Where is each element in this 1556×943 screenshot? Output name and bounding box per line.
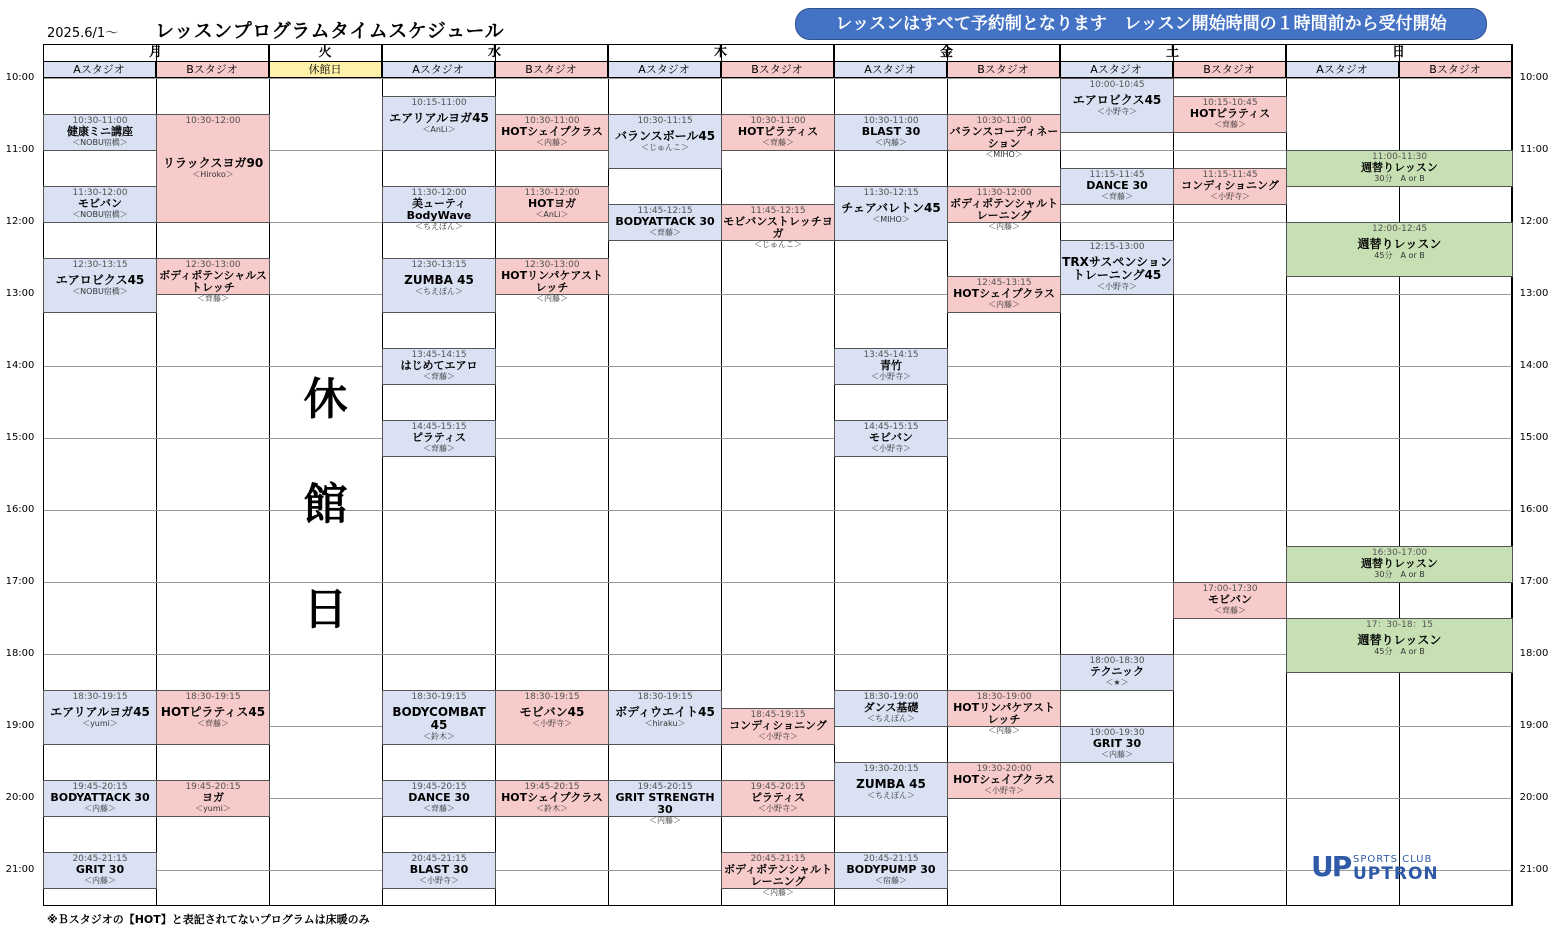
lesson-block[interactable]: [1286, 150, 1513, 187]
lesson-block[interactable]: [43, 690, 157, 745]
lesson-name: DANCE 30: [1086, 179, 1148, 192]
lesson-time: 10:30-11:00: [863, 116, 919, 126]
lesson-block[interactable]: [834, 690, 948, 727]
lesson-name: テクニック: [1090, 665, 1144, 678]
lesson-instructor: ＜小野寺＞: [758, 804, 798, 813]
lesson-name: 美ューティBodyWave: [406, 197, 472, 222]
lesson-time: 10:30-11:00: [524, 116, 580, 126]
lesson-time: 10:30-11:00: [976, 116, 1032, 126]
lesson-name: バランスコーディネーション: [949, 125, 1059, 150]
time-label-left: 13:00: [5, 288, 35, 299]
lesson-name: TRXサスペンショントレーニング45: [1062, 255, 1172, 282]
lesson-time: 19:30-20:15: [863, 764, 919, 774]
lesson-name: はじめてエアロ: [400, 359, 478, 372]
time-label-right: 11:00: [1519, 144, 1549, 155]
lesson-block[interactable]: [43, 258, 157, 313]
lesson-instructor: ＜ちえぽん＞: [867, 714, 915, 723]
lesson-block[interactable]: [495, 114, 609, 151]
lesson-block[interactable]: [1060, 168, 1174, 205]
lesson-block[interactable]: [608, 690, 722, 745]
lesson-name: ヨガ: [202, 791, 224, 804]
lesson-time: 19:00-19:30: [1089, 728, 1145, 738]
lesson-instructor: ＜齊藤＞: [762, 138, 794, 147]
lesson-instructor: ＜ちえぽん＞: [415, 222, 463, 231]
lesson-instructor: ＜Hiroko＞: [192, 170, 234, 179]
lesson-time: 10:00-10:45: [1089, 80, 1145, 90]
lesson-instructor: ＜内藤＞: [875, 138, 907, 147]
lesson-block[interactable]: [834, 186, 948, 241]
lesson-block[interactable]: [947, 276, 1061, 313]
time-label-right: 18:00: [1519, 648, 1549, 659]
lesson-name: BODYATTACK 30: [50, 791, 150, 804]
lesson-name: リラックスヨガ90: [162, 156, 264, 170]
lesson-time: 19:45-20:15: [637, 782, 693, 792]
lesson-time: 19:45-20:15: [524, 782, 580, 792]
day-header: 金: [834, 44, 1060, 62]
closed-day-char: 日: [303, 584, 348, 635]
time-label-left: 20:00: [5, 792, 35, 803]
lesson-instructor: ＜内藤＞: [762, 888, 794, 897]
lesson-instructor: ＜内藤＞: [988, 300, 1020, 309]
logo-line1: SPORTS CLUB: [1353, 854, 1433, 865]
lesson-time: 18:30-19:15: [411, 692, 467, 702]
lesson-time: 19:30-20:00: [976, 764, 1032, 774]
lesson-block[interactable]: [382, 186, 496, 231]
time-label-right: 16:00: [1519, 504, 1549, 515]
day-header: 火: [269, 44, 382, 62]
lesson-block[interactable]: [947, 762, 1061, 799]
lesson-instructor: ＜★＞: [1105, 678, 1129, 687]
lesson-instructor: ＜小野寺＞: [758, 732, 798, 741]
lesson-block[interactable]: [382, 780, 496, 817]
lesson-block[interactable]: [834, 114, 948, 151]
day-header: 木: [608, 44, 834, 62]
lesson-instructor: ＜齊藤＞: [649, 228, 681, 237]
lesson-block[interactable]: [1173, 96, 1287, 133]
lesson-block[interactable]: [495, 690, 609, 745]
lesson-instructor: ＜じゅんこ＞: [754, 240, 802, 249]
lesson-block[interactable]: [608, 114, 722, 169]
lesson-time: 20:45-21:15: [863, 854, 919, 864]
time-label-right: 19:00: [1519, 720, 1549, 731]
lesson-time: 18:30-19:15: [185, 692, 241, 702]
lesson-instructor: ＜NOBU宿橋＞: [72, 287, 128, 296]
lesson-time: 11:15-11:45: [1089, 170, 1145, 180]
time-label-right: 10:00: [1519, 72, 1549, 83]
lesson-instructor: ＜MIHO＞: [872, 215, 910, 224]
time-label-right: 15:00: [1519, 432, 1549, 443]
lesson-name: モビバン: [1208, 593, 1252, 606]
time-label-left: 12:00: [5, 216, 35, 227]
lesson-block[interactable]: [495, 780, 609, 817]
lesson-name: モビバン: [78, 197, 122, 210]
lesson-block[interactable]: [43, 780, 157, 817]
time-label-right: 13:00: [1519, 288, 1549, 299]
lesson-time: 18:00-18:30: [1089, 656, 1145, 666]
lesson-name: BLAST 30: [861, 125, 921, 138]
lesson-block[interactable]: [156, 114, 270, 223]
lesson-instructor: 30分 A or B: [1374, 570, 1425, 579]
time-label-left: 18:00: [5, 648, 35, 659]
schedule-date: 2025.6/1～: [47, 26, 119, 41]
lesson-name: モビバンストレッチヨガ: [723, 215, 833, 240]
lesson-time: 14:45-15:15: [863, 422, 919, 432]
lesson-instructor: 30分 A or B: [1374, 174, 1425, 183]
lesson-block[interactable]: [156, 258, 270, 303]
time-label-left: 14:00: [5, 360, 35, 371]
studio-header: Bスタジオ: [1173, 62, 1286, 78]
lesson-time: 18:30-19:15: [72, 692, 128, 702]
lesson-block[interactable]: [947, 690, 1061, 735]
lesson-block[interactable]: [721, 852, 835, 897]
lesson-time: 11:30-12:15: [863, 188, 919, 198]
lesson-block[interactable]: [834, 852, 948, 889]
lesson-instructor: ＜内藤＞: [84, 804, 116, 813]
lesson-name: HOTシェイプクラス: [501, 125, 603, 138]
lesson-name: BODYCOMBAT 45: [392, 705, 486, 732]
studio-header: Aスタジオ: [608, 62, 721, 78]
lesson-time: 10:15-11:00: [411, 98, 467, 108]
lesson-instructor: ＜yumi＞: [82, 719, 118, 728]
lesson-time: 13:45-14:15: [863, 350, 919, 360]
day-header: 土: [1060, 44, 1286, 62]
time-label-left: 15:00: [5, 432, 35, 443]
schedule-title: レッスンプログラムタイムスケジュール: [155, 20, 505, 42]
time-label-right: 21:00: [1519, 864, 1549, 875]
lesson-time: 12:30-13:15: [72, 260, 128, 270]
lesson-name: ボディポテンシャルストレッチ: [159, 269, 267, 294]
lesson-time: 20:45-21:15: [750, 854, 806, 864]
lesson-block[interactable]: [1286, 546, 1513, 583]
lesson-time: 11:45-12:15: [637, 206, 693, 216]
lesson-instructor: ＜齊藤＞: [1101, 192, 1133, 201]
lesson-name: ボディウエイト45: [615, 705, 715, 719]
lesson-name: ダンス基礎: [863, 701, 919, 714]
studio-header: Aスタジオ: [1286, 62, 1399, 78]
lesson-instructor: ＜鈴木＞: [423, 732, 455, 741]
lesson-name: HOTヨガ: [527, 197, 577, 210]
lesson-instructor: 45分 A or B: [1374, 647, 1425, 656]
lesson-block[interactable]: [1060, 726, 1174, 763]
lesson-instructor: ＜内藤＞: [988, 222, 1020, 231]
lesson-name: ボディポテンシャルトレーニング: [723, 863, 833, 888]
lesson-instructor: ＜齊藤＞: [197, 294, 229, 303]
lesson-time: 10:30-11:00: [750, 116, 806, 126]
lesson-block[interactable]: [382, 420, 496, 457]
lesson-block[interactable]: [1060, 240, 1174, 295]
lesson-time: 11:15-11:45: [1202, 170, 1258, 180]
studio-header: Bスタジオ: [721, 62, 834, 78]
lesson-time: 11:30-12:00: [524, 188, 580, 198]
lesson-name: モビバン: [869, 431, 913, 444]
lesson-name: BODYPUMP 30: [846, 863, 936, 876]
lesson-block[interactable]: [156, 780, 270, 817]
lesson-instructor: ＜NOBU宿橋＞: [72, 210, 128, 219]
lesson-instructor: ＜小野寺＞: [1097, 282, 1137, 291]
lesson-name: ピラティス: [750, 791, 806, 804]
lesson-instructor: ＜yumi＞: [195, 804, 231, 813]
lesson-time: 12:00-12:45: [1371, 224, 1428, 234]
lesson-instructor: ＜鈴木＞: [536, 804, 568, 813]
lesson-time: 18:30-19:00: [863, 692, 919, 702]
lesson-time: 20:45-21:15: [72, 854, 128, 864]
lesson-name: ピラティス: [411, 431, 467, 444]
lesson-block[interactable]: [1173, 168, 1287, 205]
lesson-instructor: ＜小野寺＞: [419, 876, 459, 885]
lesson-name: HOTピラティス: [737, 125, 819, 138]
studio-header: Aスタジオ: [43, 62, 156, 78]
schedule-grid: [5, 44, 1549, 906]
lesson-block[interactable]: [43, 114, 157, 151]
lesson-block[interactable]: [947, 114, 1061, 159]
lesson-instructor: ＜小野寺＞: [1097, 107, 1137, 116]
lesson-block[interactable]: [834, 420, 948, 457]
closed-day-char: 館: [303, 479, 348, 530]
reservation-banner: レッスンはすべて予約制となります レッスン開始時間の１時間前から受付開始: [795, 8, 1487, 40]
lesson-time: 10:30-11:15: [637, 116, 693, 126]
lesson-name: 青竹: [880, 359, 902, 372]
time-label-left: 10:00: [5, 72, 35, 83]
studio-header: Bスタジオ: [156, 62, 269, 78]
lesson-time: 12:30-13:00: [185, 260, 241, 270]
lesson-instructor: ＜AnLi＞: [535, 210, 569, 219]
lesson-name: 健康ミニ講座: [67, 125, 133, 138]
lesson-instructor: ＜NOBU宿橋＞: [72, 138, 128, 147]
studio-header: Bスタジオ: [1399, 62, 1512, 78]
lesson-name: HOTシェイプクラス: [953, 287, 1055, 300]
lesson-instructor: ＜ちえぽん＞: [415, 287, 463, 296]
lesson-name: バランスボール45: [614, 129, 716, 143]
logo-mark: UP: [1311, 850, 1351, 883]
lesson-time: 17：30-18：15: [1365, 620, 1434, 630]
lesson-name: エアリアルヨガ45: [50, 705, 150, 719]
lesson-time: 18:30-19:15: [524, 692, 580, 702]
lesson-instructor: ＜内藤＞: [84, 876, 116, 885]
lesson-time: 20:45-21:15: [411, 854, 467, 864]
lesson-name: コンディショニング: [1181, 179, 1279, 192]
lesson-name: GRIT 30: [75, 863, 125, 876]
time-label-right: 12:00: [1519, 216, 1549, 227]
lesson-instructor: ＜齊藤＞: [1214, 120, 1246, 129]
lesson-time: 12:45-13:15: [976, 278, 1032, 288]
lesson-name: 週替りレッスン: [1361, 161, 1438, 174]
lesson-instructor: ＜小野寺＞: [871, 444, 911, 453]
lesson-time: 12:30-13:15: [411, 260, 467, 270]
lesson-block[interactable]: [721, 780, 835, 817]
lesson-block[interactable]: [43, 852, 157, 889]
lesson-block[interactable]: [1173, 582, 1287, 619]
lesson-block[interactable]: [1286, 222, 1513, 277]
lesson-name: BLAST 30: [409, 863, 469, 876]
lesson-instructor: ＜齊藤＞: [1214, 606, 1246, 615]
lesson-instructor: ＜小野寺＞: [984, 786, 1024, 795]
day-header: 月: [43, 44, 269, 62]
lesson-time: 11:30-12:00: [976, 188, 1032, 198]
lesson-block[interactable]: [721, 204, 835, 249]
lesson-block[interactable]: [1060, 654, 1174, 691]
day-header: 水: [382, 44, 608, 62]
lesson-instructor: ＜齊藤＞: [423, 804, 455, 813]
lesson-time: 19:45-20:15: [185, 782, 241, 792]
lesson-time: 11:30-12:00: [411, 188, 467, 198]
lesson-time: 12:15-13:00: [1089, 242, 1145, 252]
studio-header: Aスタジオ: [1060, 62, 1173, 78]
lesson-block[interactable]: [721, 708, 835, 745]
lesson-instructor: ＜齊藤＞: [423, 372, 455, 381]
lesson-name: 週替りレッスン: [1361, 557, 1438, 570]
lesson-time: 18:30-19:00: [976, 692, 1032, 702]
studio-header: Bスタジオ: [947, 62, 1060, 78]
lesson-block[interactable]: [1286, 618, 1513, 673]
lesson-time: 16:30-17:00: [1371, 548, 1428, 558]
lesson-name: HOTピラティス45: [160, 705, 266, 719]
lesson-instructor: ＜内藤＞: [988, 726, 1020, 735]
lesson-block[interactable]: [495, 258, 609, 303]
lesson-instructor: ＜齊藤＞: [423, 444, 455, 453]
lesson-name: BODYATTACK 30: [615, 215, 715, 228]
lesson-time: 18:45-19:15: [750, 710, 806, 720]
logo-line2: UPTRON: [1353, 864, 1439, 884]
time-label-right: 20:00: [1519, 792, 1549, 803]
lesson-instructor: ＜じゅんこ＞: [641, 143, 689, 152]
lesson-block[interactable]: [43, 186, 157, 223]
lesson-instructor: ＜小野寺＞: [1210, 192, 1250, 201]
lesson-block[interactable]: [156, 690, 270, 745]
lesson-name: ZUMBA 45: [404, 273, 474, 287]
time-label-left: 21:00: [5, 864, 35, 875]
lesson-time: 18:30-19:15: [637, 692, 693, 702]
lesson-instructor: ＜hiraku＞: [644, 719, 686, 728]
lesson-block[interactable]: [382, 258, 496, 313]
lesson-name: HOTピラティス: [1189, 107, 1271, 120]
lesson-block[interactable]: [382, 348, 496, 385]
lesson-time: 10:15-10:45: [1202, 98, 1258, 108]
lesson-time: 19:45-20:15: [750, 782, 806, 792]
time-label-left: 11:00: [5, 144, 35, 155]
time-label-left: 17:00: [5, 576, 35, 587]
lesson-instructor: ＜内藤＞: [649, 816, 681, 825]
lesson-time: 19:45-20:15: [411, 782, 467, 792]
lesson-block[interactable]: [382, 690, 496, 745]
uptron-logo: [1311, 850, 1461, 886]
lesson-instructor: ＜齊藤＞: [197, 719, 229, 728]
lesson-name: DANCE 30: [408, 791, 470, 804]
footnote: ※Ｂスタジオの【HOT】と表記されてないプログラムは床暖のみ: [47, 913, 370, 926]
lesson-block[interactable]: [382, 852, 496, 889]
lesson-time: 12:30-13:00: [524, 260, 580, 270]
lesson-time: 13:45-14:15: [411, 350, 467, 360]
lesson-instructor: ＜小野寺＞: [532, 719, 572, 728]
lesson-time: 10:30-11:00: [72, 116, 128, 126]
lesson-instructor: ＜MIHO＞: [985, 150, 1023, 159]
lesson-instructor: ＜AnLi＞: [422, 125, 456, 134]
lesson-time: 14:45-15:15: [411, 422, 467, 432]
closed-day-char: 休: [303, 374, 348, 425]
lesson-block[interactable]: [834, 762, 948, 817]
lesson-name: GRIT 30: [1092, 737, 1142, 750]
lesson-name: モビバン45: [519, 705, 585, 719]
time-label-right: 14:00: [1519, 360, 1549, 371]
lesson-name: HOTシェイプクラス: [953, 773, 1055, 786]
lesson-block[interactable]: [834, 348, 948, 385]
lesson-block[interactable]: [721, 114, 835, 151]
time-label-left: 19:00: [5, 720, 35, 731]
lesson-time: 11:45-12:15: [750, 206, 806, 216]
lesson-block[interactable]: [608, 204, 722, 241]
lesson-block[interactable]: [947, 186, 1061, 231]
lesson-time: 11:30-12:00: [72, 188, 128, 198]
lesson-time: 10:30-12:00: [185, 116, 241, 126]
lesson-name: HOTリンパケアストレッチ: [501, 269, 603, 294]
lesson-time: 17:00-17:30: [1202, 584, 1258, 594]
lesson-instructor: ＜内藤＞: [536, 138, 568, 147]
lesson-instructor: ＜内藤＞: [536, 294, 568, 303]
studio-header: Aスタジオ: [382, 62, 495, 78]
lesson-name: 週替りレッスン: [1357, 633, 1442, 647]
lesson-instructor: ＜宿藤＞: [875, 876, 907, 885]
lesson-name: エアリアルヨガ45: [389, 111, 489, 125]
lesson-name: GRIT STRENGTH 30: [615, 791, 715, 816]
lesson-name: HOTリンパケアストレッチ: [953, 701, 1055, 726]
lesson-name: HOTシェイプクラス: [501, 791, 603, 804]
time-label-left: 16:00: [5, 504, 35, 515]
lesson-name: エアロビクス45: [1072, 93, 1162, 107]
closed-day-header: 休館日: [269, 62, 382, 78]
lesson-name: エアロビクス45: [55, 273, 145, 287]
lesson-block[interactable]: [1060, 78, 1174, 133]
lesson-name: チェアバレトン45: [841, 201, 941, 215]
lesson-instructor: ＜内藤＞: [1101, 750, 1133, 759]
lesson-name: コンディショニング: [729, 719, 827, 732]
lesson-block[interactable]: [608, 780, 722, 825]
studio-header: Aスタジオ: [834, 62, 947, 78]
time-label-right: 17:00: [1519, 576, 1549, 587]
lesson-block[interactable]: [495, 186, 609, 223]
lesson-block[interactable]: [382, 96, 496, 151]
lesson-name: ボディポテンシャルトレーニング: [949, 197, 1059, 222]
day-header: 日: [1286, 44, 1512, 62]
lesson-time: 19:45-20:15: [72, 782, 128, 792]
lesson-time: 11:00-11:30: [1371, 152, 1428, 162]
lesson-instructor: 45分 A or B: [1374, 251, 1425, 260]
studio-header: Bスタジオ: [495, 62, 608, 78]
lesson-instructor: ＜小野寺＞: [871, 372, 911, 381]
lesson-name: ZUMBA 45: [856, 777, 926, 791]
lesson-name: 週替りレッスン: [1357, 237, 1442, 251]
lesson-instructor: ＜ちえぽん＞: [867, 791, 915, 800]
